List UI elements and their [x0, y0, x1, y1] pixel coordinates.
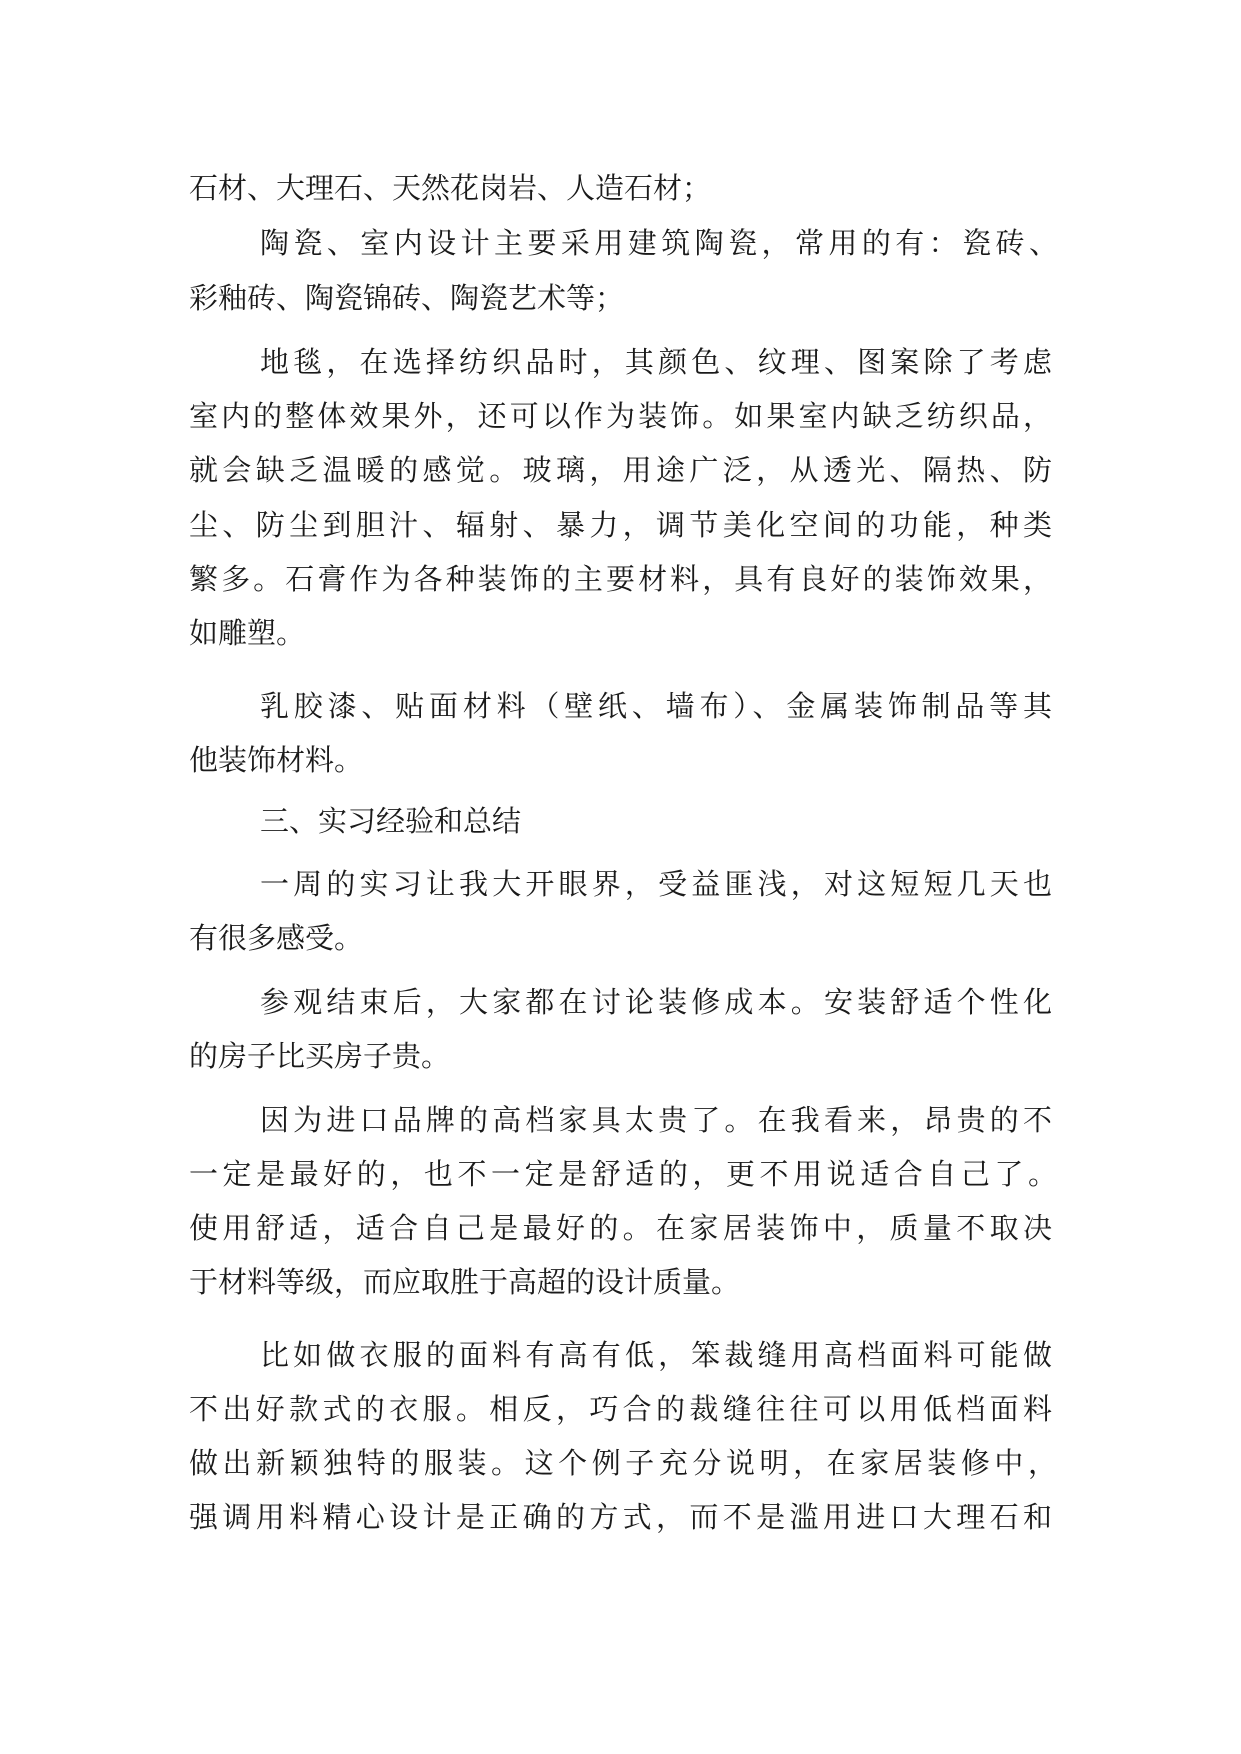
paragraph-line: 一定是最好的，也不一定是舒适的，更不用说适合自己了。: [189, 1157, 1057, 1191]
paragraph-line: 做出新颖独特的服装。这个例子充分说明，在家居装修中，: [189, 1446, 1057, 1480]
paragraph-line: 彩釉砖、陶瓷锦砖、陶瓷艺术等；: [189, 281, 625, 315]
paragraph-line: 他装饰材料。: [189, 743, 364, 777]
paragraph-line: 就会缺乏温暖的感觉。玻璃，用途广泛，从透光、隔热、防: [189, 453, 1052, 487]
paragraph-line: 强调用料精心设计是正确的方式，而不是滥用进口大理石和: [189, 1500, 1052, 1534]
paragraph-line: 地毯，在选择纺织品时，其颜色、纹理、图案除了考虑: [260, 345, 1052, 379]
paragraph-line: 如雕塑。: [189, 616, 306, 650]
paragraph-line: 使用舒适，适合自己是最好的。在家居装饰中，质量不取决: [189, 1211, 1052, 1245]
paragraph-line: 参观结束后，大家都在讨论装修成本。安装舒适个性化: [260, 985, 1052, 1019]
paragraph-line: 陶瓷、室内设计主要采用建筑陶瓷，常用的有：瓷砖、: [260, 226, 1058, 260]
paragraph-line: 的房子比买房子贵。: [189, 1039, 451, 1073]
paragraph-line: 繁多。石膏作为各种装饰的主要材料，具有良好的装饰效果，: [189, 562, 1052, 596]
paragraph-line: 一周的实习让我大开眼界，受益匪浅，对这短短几天也: [260, 867, 1052, 901]
paragraph-line: 不出好款式的衣服。相反，巧合的裁缝往往可以用低档面料: [189, 1392, 1052, 1426]
paragraph-line: 比如做衣服的面料有高有低，笨裁缝用高档面料可能做: [260, 1338, 1052, 1372]
paragraph-line: 石材、大理石、天然花岗岩、人造石材；: [189, 171, 712, 205]
paragraph-line: 有很多感受。: [189, 921, 364, 955]
paragraph-line: 尘、防尘到胆汁、辐射、暴力，调节美化空间的功能，种类: [189, 508, 1052, 542]
paragraph-line: 室内的整体效果外，还可以作为装饰。如果室内缺乏纺织品，: [189, 399, 1052, 433]
paragraph-line: 于材料等级，而应取胜于高超的设计质量。: [189, 1265, 741, 1299]
paragraph-line: 因为进口品牌的高档家具太贵了。在我看来，昂贵的不: [260, 1103, 1052, 1137]
section-heading: 三、实习经验和总结: [260, 804, 522, 838]
paragraph-line: 乳胶漆、贴面材料（壁纸、墙布）、金属装饰制品等其: [260, 689, 1052, 723]
